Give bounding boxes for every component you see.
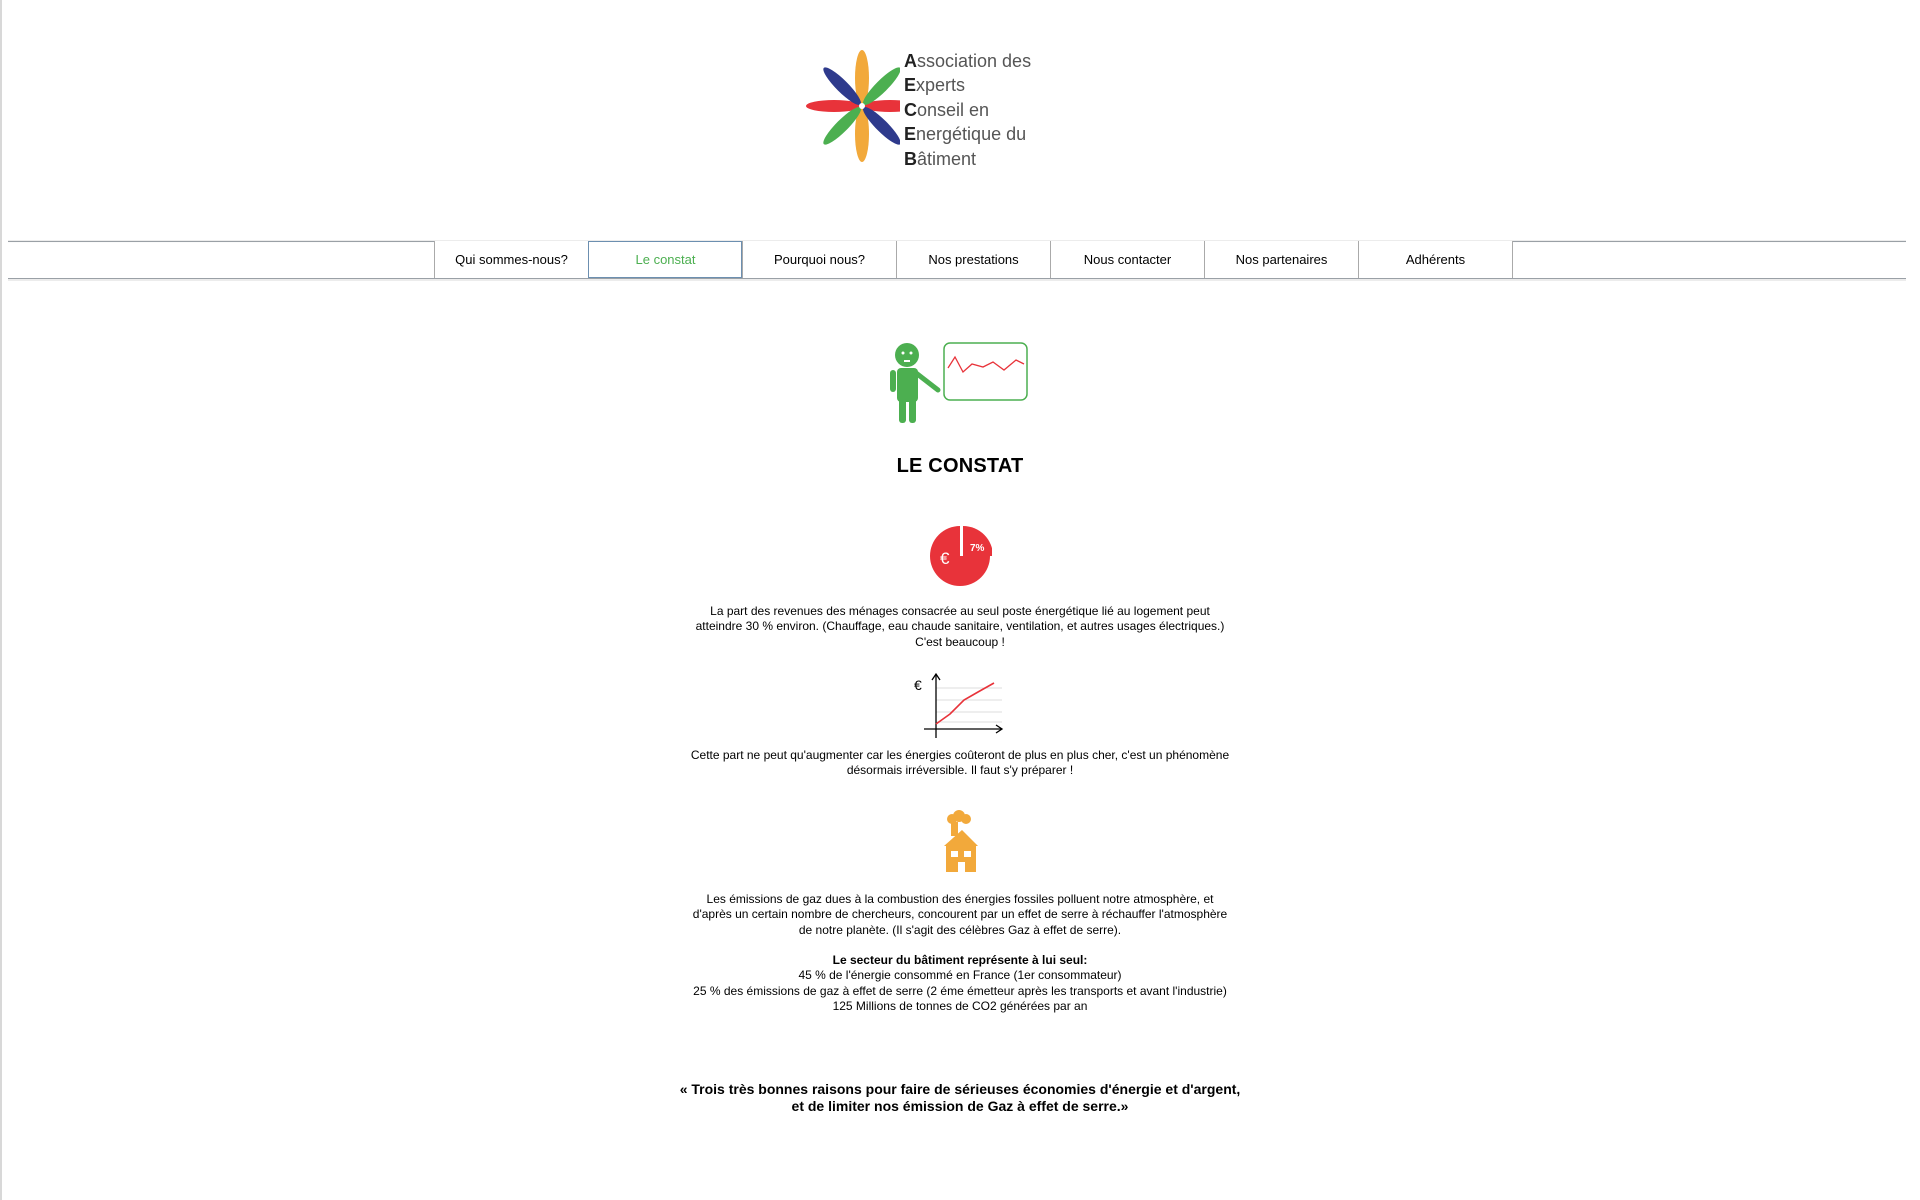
nav-item-qui-sommes-nous[interactable]: Qui sommes-nous? xyxy=(434,241,588,278)
logo-line: Association des xyxy=(904,51,1032,71)
rising-cost-graph-icon xyxy=(914,672,1006,740)
presenter-chart-icon xyxy=(888,340,1033,425)
page-title: LE CONSTAT xyxy=(896,455,1024,477)
building-sector-heading: Le secteur du bâtiment représente à lui seul: xyxy=(832,953,1088,967)
text-line: 45 % de l'énergie consommé en France (1er consommateur) xyxy=(798,968,1122,983)
logo-line: Conseil en xyxy=(904,99,990,120)
text-line: atteindre 30 % environ. (Chauffage, eau chaude sanitaire, ventilation, et autres usages électriques.) xyxy=(695,619,1225,634)
logo-line: Bâtiment xyxy=(904,148,977,169)
logo-line: Experts xyxy=(904,75,966,96)
logo-line: Energétique du xyxy=(904,124,1027,145)
nav-item-le-constat[interactable]: Le constat xyxy=(588,241,742,278)
text-line: Cette part ne peut qu'augmenter car les énergies coûteront de plus en plus cher, c'est un phénomène xyxy=(690,748,1230,762)
nav-item-pourquoi-nous[interactable]: Pourquoi nous? xyxy=(742,241,896,278)
quote-line: et de limiter nos émission de Gaz à effet de serre.» xyxy=(791,1098,1129,1114)
section-emissions-text xyxy=(0,892,1920,938)
aecb-logo[interactable] xyxy=(800,47,1050,172)
quote-line: « Trois très bonnes raisons pour faire de sérieuses économies d'énergie et d'argent, xyxy=(679,1081,1241,1097)
text-line: C'est beaucoup ! xyxy=(915,634,1005,649)
nav-item-nous-contacter[interactable]: Nous contacter xyxy=(1050,241,1204,278)
nav-item-nos-partenaires[interactable]: Nos partenaires xyxy=(1204,241,1358,278)
text-line: d'après un certain nombre de chercheurs, concourent par un effet de serre à réchauffer l'atmosphère xyxy=(692,907,1228,922)
nav-item-nos-prestations[interactable]: Nos prestations xyxy=(896,241,1050,278)
house-chimney-smoke-icon xyxy=(942,810,980,874)
building-sector-block xyxy=(0,953,1920,1014)
text-line: 25 % des émissions de gaz à effet de serre (2 éme émetteur après les transports et avant l'industrie) xyxy=(693,983,1227,998)
section-household-budget-text xyxy=(0,604,1920,650)
section-energy-cost-text xyxy=(0,748,1920,779)
euro-pie-chart-icon xyxy=(928,523,992,587)
main-navigation-bar xyxy=(8,240,1906,278)
main-nav xyxy=(434,241,1513,278)
flower-logo-icon xyxy=(800,47,900,172)
pie-percent-label: 7% xyxy=(970,543,985,554)
text-line: désormais irréversible. Il faut s'y préparer ! xyxy=(846,763,1074,778)
text-line: de notre planète. (Il s'agit des célèbres Gaz à effet de serre). xyxy=(798,922,1122,937)
text-line: La part des revenues des ménages consacrée au seul poste énergétique lié au logement peut xyxy=(710,604,1210,618)
window-left-border xyxy=(0,0,2,1200)
pie-currency-label: € xyxy=(940,549,950,568)
nav-item-adherents[interactable]: Adhérents xyxy=(1358,241,1513,278)
closing-quote xyxy=(0,1081,1920,1115)
graph-currency-label: € xyxy=(914,677,922,693)
logo-wordmark xyxy=(904,49,1031,171)
text-line: Les émissions de gaz dues à la combustion des énergies fossiles polluent notre atmosphère, et xyxy=(706,892,1214,906)
nav-bottom-shade xyxy=(8,279,1906,281)
text-line: 125 Millions de tonnes de CO2 générées par an xyxy=(832,998,1088,1013)
